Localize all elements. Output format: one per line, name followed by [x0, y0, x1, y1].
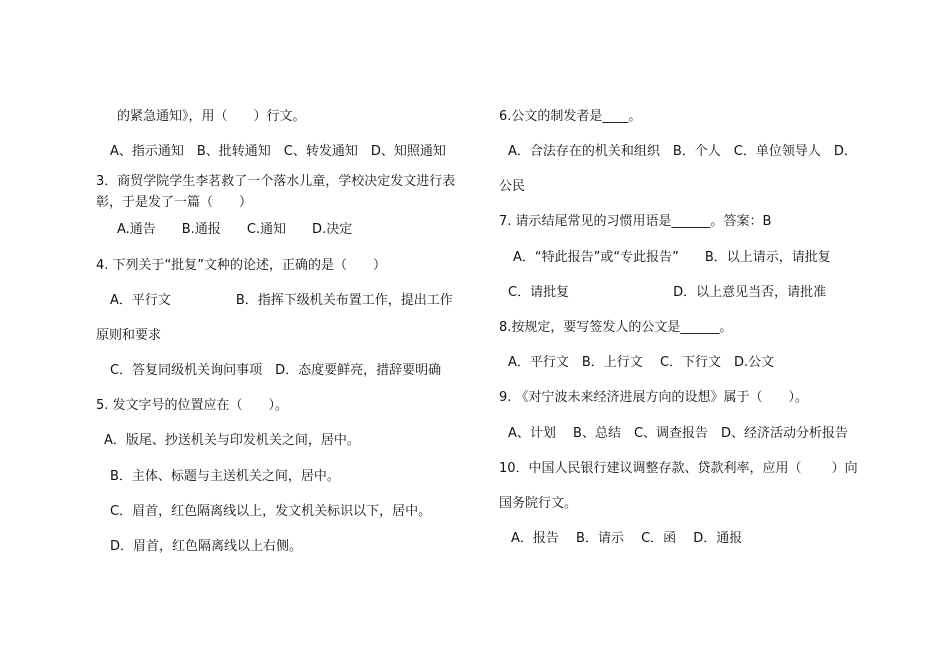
question-9-text: 9. 《对宁波未来经济进展方向的设想》属于（ ）。: [499, 390, 809, 405]
question-2-options: A、指示通知 B、批转通知 C、转发通知 D、知照通知: [110, 144, 446, 159]
question-7-options-cd: C．请批复 D．以上意见当否，请批准: [508, 285, 827, 300]
question-8-text: 8.按规定，要写签发人的公文是______。: [499, 320, 733, 335]
question-6-text: 6.公文的制发者是____。: [499, 109, 642, 124]
question-3-options: A.通告 B.通报 C.通知 D.决定: [117, 222, 353, 237]
question-3-text-cont: 彰，于是发了一篇（ ）: [96, 195, 253, 210]
question-2-continuation: 的紧急通知》，用（ ）行文。: [117, 109, 306, 124]
question-5-text: 5. 发文字号的位置应在（ ）。: [96, 398, 289, 413]
question-7-options-ab: A．“特此报告”或“专此报告” B．以上请示，请批复: [513, 250, 831, 265]
question-5-option-c: C．眉首，红色隔离线以上，发文机关标识以下，居中。: [110, 504, 432, 519]
question-8-options: A．平行文 B．上行文 C．下行文 D.公文: [508, 355, 775, 370]
question-6-options-cont: 公民: [499, 179, 526, 194]
question-3-text: 3．商贸学院学生李茗救了一个落水儿童，学校决定发文进行表: [96, 174, 456, 189]
question-4-options-cd: C．答复同级机关询问事项 D．态度要鲜亮，措辞要明确: [110, 363, 442, 378]
question-5-option-a: A．版尾、抄送机关与印发机关之间，居中。: [104, 433, 360, 448]
question-10-text: 10．中国人民银行建议调整存款、贷款利率，应用（ ）向: [499, 461, 858, 476]
question-7-text: 7. 请示结尾常见的习惯用语是______。答案：B: [499, 214, 772, 229]
question-4-options-ab-cont: 原则和要求: [96, 328, 162, 343]
question-10-options: A．报告 B．请示 C．函 D．通报: [511, 531, 743, 546]
question-10-text-cont: 国务院行文。: [499, 496, 578, 511]
question-6-options: A．合法存在的机关和组织 B．个人 C．单位领导人 D．: [508, 144, 857, 159]
question-4-text: 4. 下列关于“批复”文种的论述，正确的是（ ）: [96, 258, 387, 273]
question-4-options-ab: A．平行文 B．指挥下级机关布置工作，提出工作: [110, 293, 453, 308]
question-5-option-b: B．主体、标题与主送机关之间，居中。: [110, 469, 340, 484]
question-5-option-d: D．眉首，红色隔离线以上右侧。: [110, 539, 303, 554]
question-9-options: A、计划 B、总结 C、调查报告 D、经济活动分析报告: [508, 426, 849, 441]
